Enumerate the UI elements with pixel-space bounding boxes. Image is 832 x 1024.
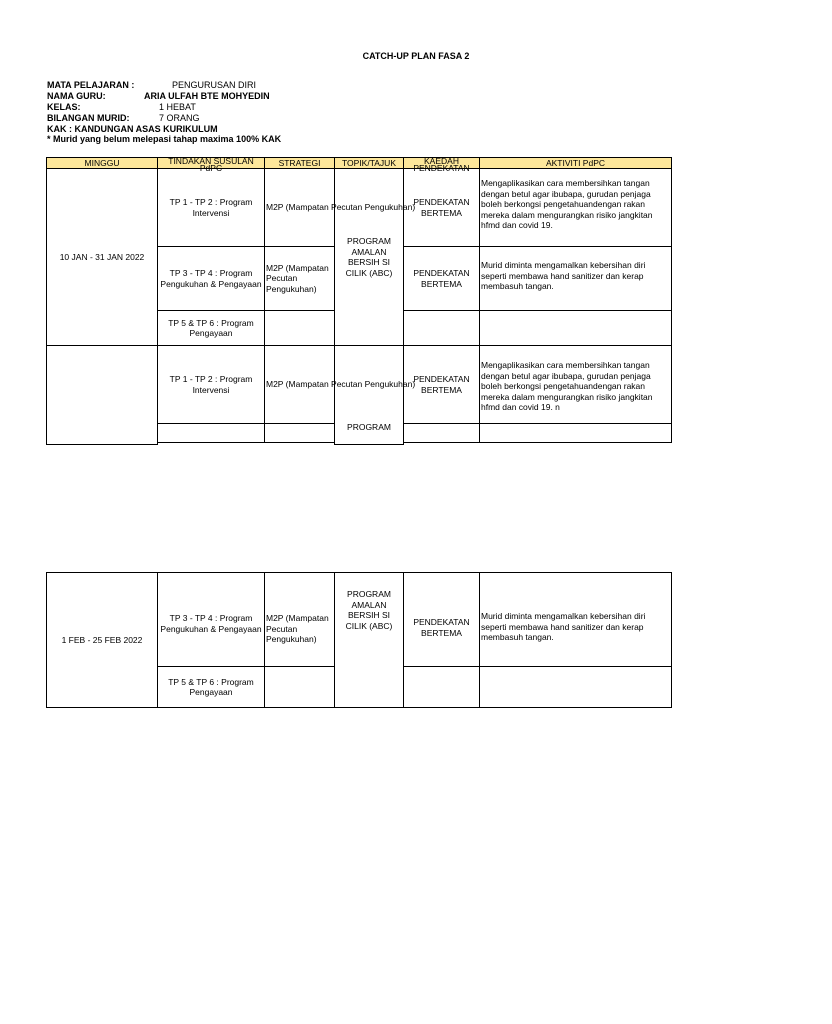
block2-minggu-top	[46, 345, 158, 445]
block2-bottom-fragment	[46, 589, 673, 708]
block1-row2-aktiviti	[479, 246, 672, 311]
block2-row1-strategi-text: M2P (Mampatan Pecutan Pengukuhan)	[266, 379, 416, 390]
block2-row3-strategi	[264, 666, 335, 708]
block2-row2-aktiviti-top	[479, 423, 672, 443]
block2-row2-tindakan	[157, 572, 265, 667]
block2-topik-text: PROGRAM AMALAN BERSIH SI CILIK (ABC)	[345, 589, 393, 631]
header-minggu: MINGGU	[46, 157, 158, 169]
block2-row1-kaedah	[403, 345, 480, 424]
kak-note: * Murid yang belum melepasi tahap maxima 100% KAK	[47, 134, 282, 144]
block2-topik	[334, 572, 404, 708]
block2-row3-tindakan	[157, 666, 265, 708]
kak-line: KAK : KANDUNGAN ASAS KURIKULUM	[47, 124, 218, 134]
block1-topik-text: PROGRAM AMALAN BERSIH SI CILIK (ABC)	[345, 236, 393, 278]
block2-row2-kaedah-text: PENDEKATAN BERTEMA	[413, 617, 470, 638]
block1-row3-aktiviti	[479, 310, 672, 346]
nama-guru-label: NAMA GURU:	[47, 91, 106, 101]
kelas-label: KELAS:	[47, 102, 81, 112]
block2-row2-tindakan-text: TP 3 - TP 4 : Program Pengukuhan & Pengayaan	[160, 613, 262, 634]
block1-row2-aktiviti-text: Murid diminta mengamalkan kebersihan diri seperti membawa hand sanitizer dan kerap membasuh tangan.	[481, 260, 646, 291]
block2-minggu	[46, 572, 158, 708]
block1-row1-aktiviti	[479, 168, 672, 247]
mata-pelajaran-label: MATA PELAJARAN :	[47, 80, 135, 90]
block1-row1-kaedah	[403, 168, 480, 247]
block1-row1-aktiviti-text: Mengaplikasikan cara membersihkan tangan dengan betul agar ibubapa, gurudan penjaga boleh berkongsi pengetahuandengan rakan mereka dalam mengurangkan risiko jangkitan hfmd dan covid 19.	[481, 178, 653, 230]
block1-row3-strategi	[264, 310, 335, 346]
header-tindakan: TINDAKAN SUSULAN PdPC	[157, 157, 265, 169]
block2-row1-kaedah-text: PENDEKATAN BERTEMA	[413, 374, 470, 395]
block1-topik	[334, 168, 404, 346]
mata-pelajaran-value: PENGURUSAN DIRI	[172, 80, 257, 90]
header-strategi: STRATEGI	[264, 157, 335, 169]
block2-row3-kaedah	[403, 666, 480, 708]
header-topik: TOPIK/TAJUK	[334, 157, 404, 169]
block1-row3-tindakan	[157, 310, 265, 346]
block1-row2-kaedah	[403, 246, 480, 311]
block2-top-fragment	[46, 345, 673, 432]
block2-topik-partial: PROGRAM	[347, 422, 391, 432]
block2-row2-kaedah	[403, 572, 480, 667]
block2-row3-tindakan-text: TP 5 & TP 6 : Program Pengayaan	[168, 676, 254, 697]
block1-row3-tindakan-text: TP 5 & TP 6 : Program Pengayaan	[168, 317, 254, 338]
block1-minggu	[46, 168, 158, 346]
kelas-value: 1 HEBAT	[159, 102, 196, 112]
block1-row1-strategi	[264, 168, 416, 247]
block2-row2-strategi	[264, 572, 335, 667]
header-aktiviti: AKTIVITI PdPC	[479, 157, 672, 169]
block2-row2-strategi-top	[264, 423, 335, 443]
header-kaedah: KAEDAH PENDEKATAN	[403, 157, 480, 169]
block2-row2-aktiviti-text: Murid diminta mengamalkan kebersihan diri seperti membawa hand sanitizer dan kerap membasuh tangan.	[481, 611, 646, 642]
block2-row1-aktiviti-text: Mengaplikasikan cara membersihkan tangan dengan betul agar ibubapa, gurudan penjaga boleh berkongsi pengetahuandengan rakan mereka dalam mengurangkan risiko jangkitan hfmd dan covid 19. n	[481, 360, 653, 412]
block2-topik-top	[334, 345, 404, 445]
block1-row2-strategi-text: M2P (Mampatan Pecutan Pengukuhan)	[266, 262, 329, 294]
block1-row1-strategi-text: M2P (Mampatan Pecutan Pengukuhan)	[266, 202, 416, 213]
block2-row1-tindakan-text: TP 1 - TP 2 : Program Intervensi	[169, 374, 253, 395]
block1-minggu-text: 10 JAN - 31 JAN 2022	[59, 251, 145, 262]
bilangan-murid-label: BILANGAN MURID:	[47, 113, 130, 123]
block2-row1-strategi	[264, 345, 416, 424]
block2-row2-aktiviti	[479, 572, 672, 667]
block2-row1-tindakan	[157, 345, 265, 424]
document-title: CATCH-UP PLAN FASA 2	[362, 51, 470, 61]
block2-row2-tindakan-top	[157, 423, 265, 443]
block2-row2-kaedah-top	[403, 423, 480, 443]
block1-row1-tindakan	[157, 168, 265, 247]
block1-row3-kaedah	[403, 310, 480, 346]
block2-minggu-text: 1 FEB - 25 FEB 2022	[61, 634, 143, 645]
nama-guru-value: ARIA ULFAH BTE MOHYEDIN	[144, 91, 270, 101]
block1-row1-kaedah-text: PENDEKATAN BERTEMA	[413, 197, 470, 218]
bilangan-murid-value: 7 ORANG	[159, 113, 200, 123]
block1-row2-tindakan	[157, 246, 265, 311]
block1-row2-strategi	[264, 246, 335, 311]
block1-row1-tindakan-text: TP 1 - TP 2 : Program Intervensi	[169, 197, 253, 218]
block1-row2-kaedah-text: PENDEKATAN BERTEMA	[413, 268, 470, 289]
block2-row3-aktiviti	[479, 666, 672, 708]
block1-row2-tindakan-text: TP 3 - TP 4 : Program Pengukuhan & Pengayaan	[160, 268, 262, 289]
block2-row2-strategi-text: M2P (Mampatan Pecutan Pengukuhan)	[266, 613, 329, 644]
block2-row1-aktiviti	[479, 345, 672, 424]
